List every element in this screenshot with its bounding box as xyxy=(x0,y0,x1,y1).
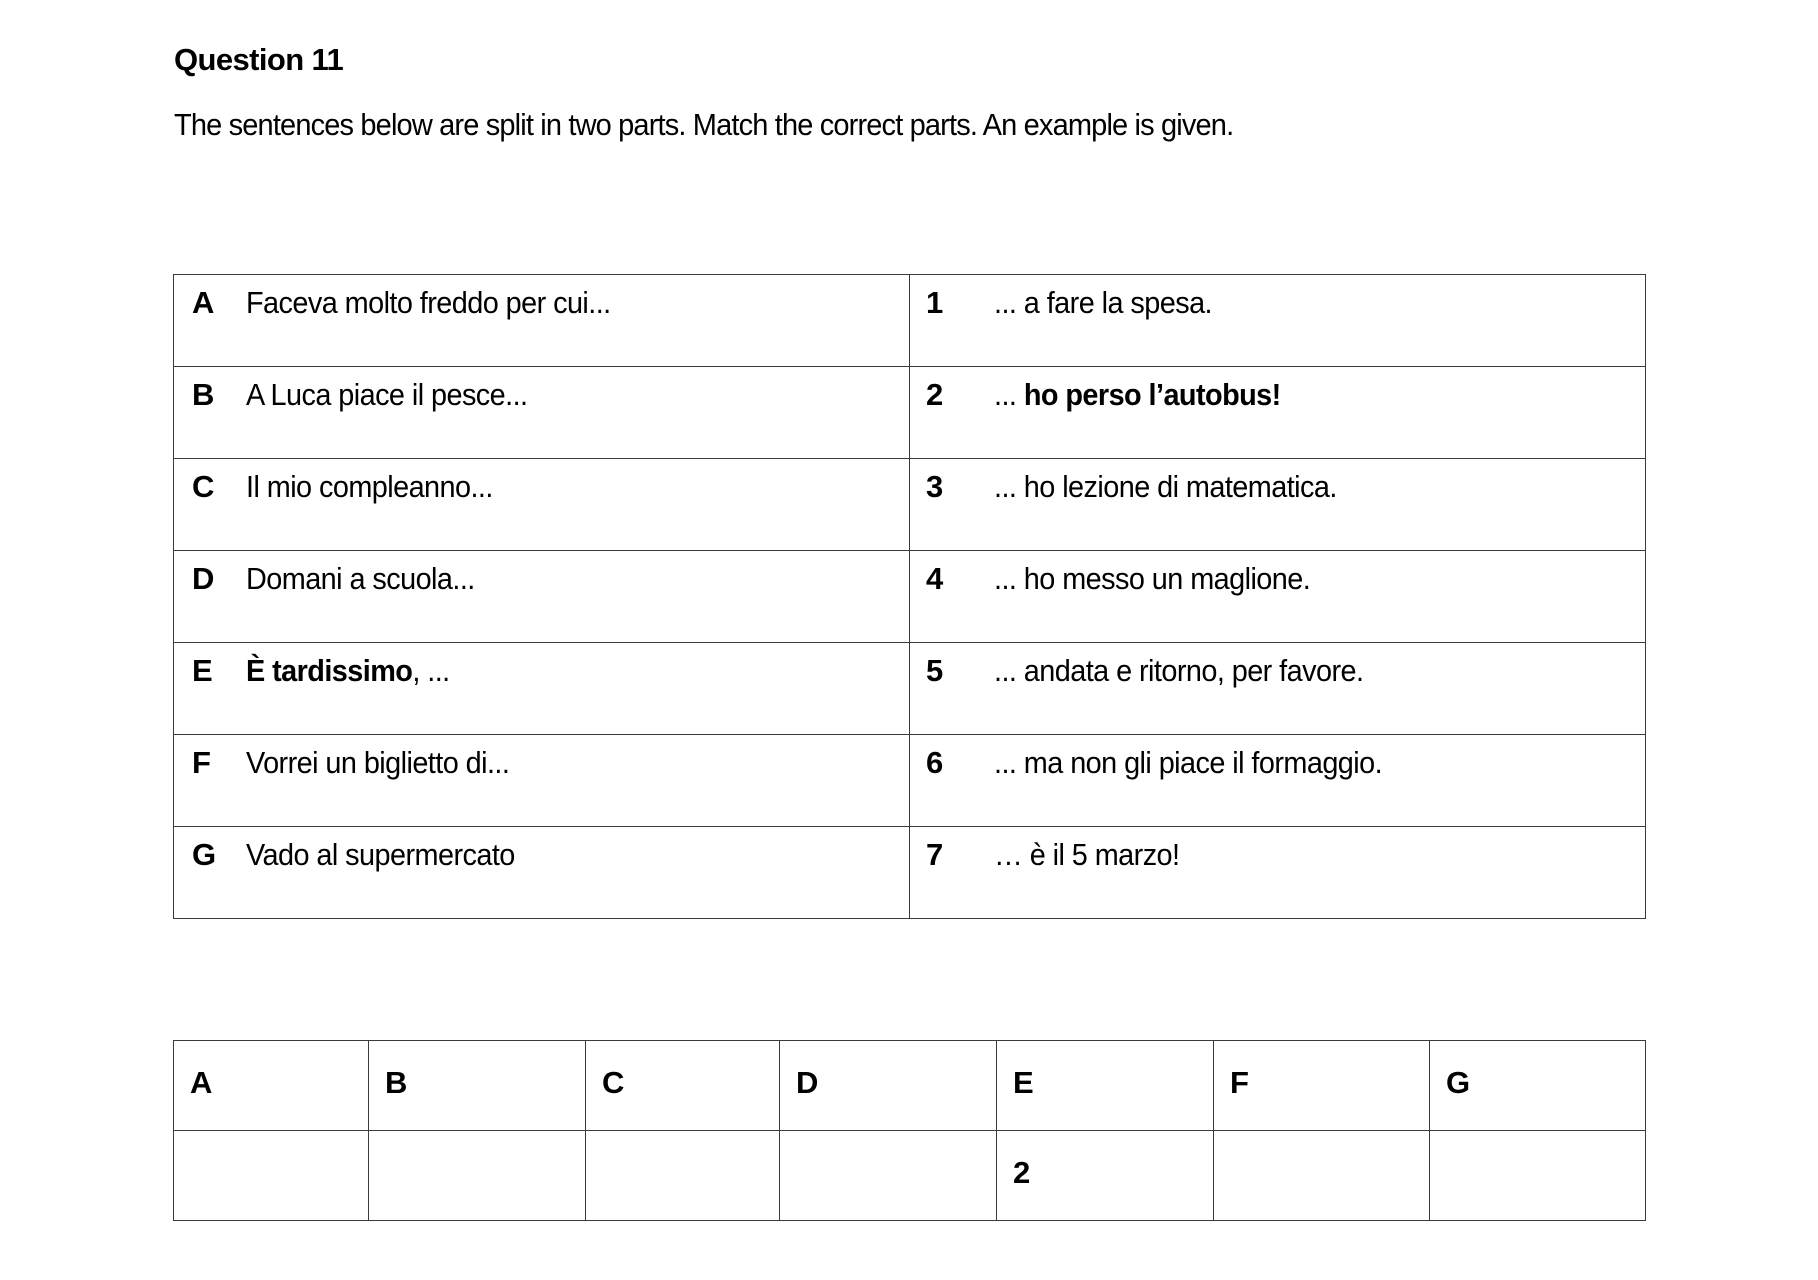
row-number-label: 2 xyxy=(926,377,943,412)
row-letter-label: G xyxy=(192,837,216,872)
sentence-start-cell xyxy=(174,367,910,459)
answer-header-e xyxy=(997,1041,1214,1131)
sentence-start-text: A Luca piace il pesce... xyxy=(246,377,528,412)
answer-header-row xyxy=(174,1041,1646,1131)
ellipsis-text: ... xyxy=(994,377,1024,412)
header-label: F xyxy=(1230,1065,1249,1100)
sentence-end-text: ... a fare la spesa. xyxy=(994,285,1213,320)
header-label: B xyxy=(385,1065,408,1100)
table-row xyxy=(174,643,1646,735)
ellipsis-text: , ... xyxy=(412,653,450,688)
answer-header-b xyxy=(369,1041,586,1131)
row-number-label: 1 xyxy=(926,285,943,320)
sentence-end-cell xyxy=(910,275,1646,367)
header-label: A xyxy=(190,1065,213,1100)
header-label: C xyxy=(602,1065,625,1100)
question-title: Question 11 xyxy=(174,42,344,77)
answer-cell-g[interactable] xyxy=(1430,1131,1646,1221)
row-letter-label: D xyxy=(192,561,214,596)
question-instruction: The sentences below are split in two parts. Match the correct parts. An example is given. xyxy=(174,107,1234,142)
sentence-start-cell xyxy=(174,459,910,551)
answer-cell-e xyxy=(997,1131,1214,1221)
example-answer-text: ho perso l’autobus! xyxy=(1023,377,1281,412)
answer-header-a xyxy=(174,1041,369,1131)
sentence-end-text: ... ma non gli piace il formaggio. xyxy=(994,745,1383,780)
answer-cell-b[interactable] xyxy=(369,1131,586,1221)
sentence-end-cell xyxy=(910,827,1646,919)
sentence-end-cell xyxy=(910,367,1646,459)
answer-cell-a[interactable] xyxy=(174,1131,369,1221)
header-label: D xyxy=(796,1065,819,1100)
answer-value-example: 2 xyxy=(1013,1155,1031,1190)
row-letter-label: B xyxy=(192,377,214,412)
sentence-start-text: Vado al supermercato xyxy=(246,837,515,872)
answer-header-c xyxy=(586,1041,780,1131)
answer-cell-d[interactable] xyxy=(780,1131,997,1221)
answer-header-g xyxy=(1430,1041,1646,1131)
sentence-end-cell xyxy=(910,459,1646,551)
row-letter-label: E xyxy=(192,653,213,688)
sentence-start-text-example xyxy=(246,653,450,689)
row-letter-label: A xyxy=(192,285,214,320)
row-letter-label: F xyxy=(192,745,211,780)
sentence-start-cell xyxy=(174,551,910,643)
sentence-start-cell xyxy=(174,275,910,367)
sentence-end-cell xyxy=(910,551,1646,643)
sentence-end-text: ... ho lezione di matematica. xyxy=(994,469,1337,504)
example-start-text: È tardissimo xyxy=(246,653,413,688)
answer-cell-c[interactable] xyxy=(586,1131,780,1221)
row-number-label: 3 xyxy=(926,469,943,504)
sentence-end-text: ... andata e ritorno, per favore. xyxy=(994,653,1364,688)
sentence-start-cell xyxy=(174,735,910,827)
sentence-start-text: Vorrei un biglietto di... xyxy=(246,745,510,780)
sentence-end-text: ... ho messo un maglione. xyxy=(994,561,1311,596)
matching-table xyxy=(173,274,1646,919)
header-label: G xyxy=(1446,1065,1471,1100)
table-row xyxy=(174,551,1646,643)
answer-header-d xyxy=(780,1041,997,1131)
table-row xyxy=(174,367,1646,459)
sentence-end-cell xyxy=(910,643,1646,735)
answer-cell-f[interactable] xyxy=(1214,1131,1430,1221)
row-number-label: 5 xyxy=(926,653,943,688)
row-number-label: 4 xyxy=(926,561,943,596)
row-number-label: 6 xyxy=(926,745,943,780)
sentence-start-cell xyxy=(174,827,910,919)
header-label: E xyxy=(1013,1065,1034,1100)
table-row xyxy=(174,735,1646,827)
table-row xyxy=(174,275,1646,367)
sentence-start-text: Il mio compleanno... xyxy=(246,469,493,504)
sentence-start-text: Faceva molto freddo per cui... xyxy=(246,285,611,320)
row-number-label: 7 xyxy=(926,837,943,872)
row-letter-label: C xyxy=(192,469,214,504)
table-row xyxy=(174,459,1646,551)
sentence-end-cell xyxy=(910,735,1646,827)
sentence-end-text-example xyxy=(994,377,1281,413)
answer-header-f xyxy=(1214,1041,1430,1131)
sentence-start-cell xyxy=(174,643,910,735)
table-row xyxy=(174,827,1646,919)
answer-grid xyxy=(173,1040,1646,1221)
answer-value-row xyxy=(174,1131,1646,1221)
sentence-end-text: … è il 5 marzo! xyxy=(994,837,1180,872)
sentence-start-text: Domani a scuola... xyxy=(246,561,475,596)
